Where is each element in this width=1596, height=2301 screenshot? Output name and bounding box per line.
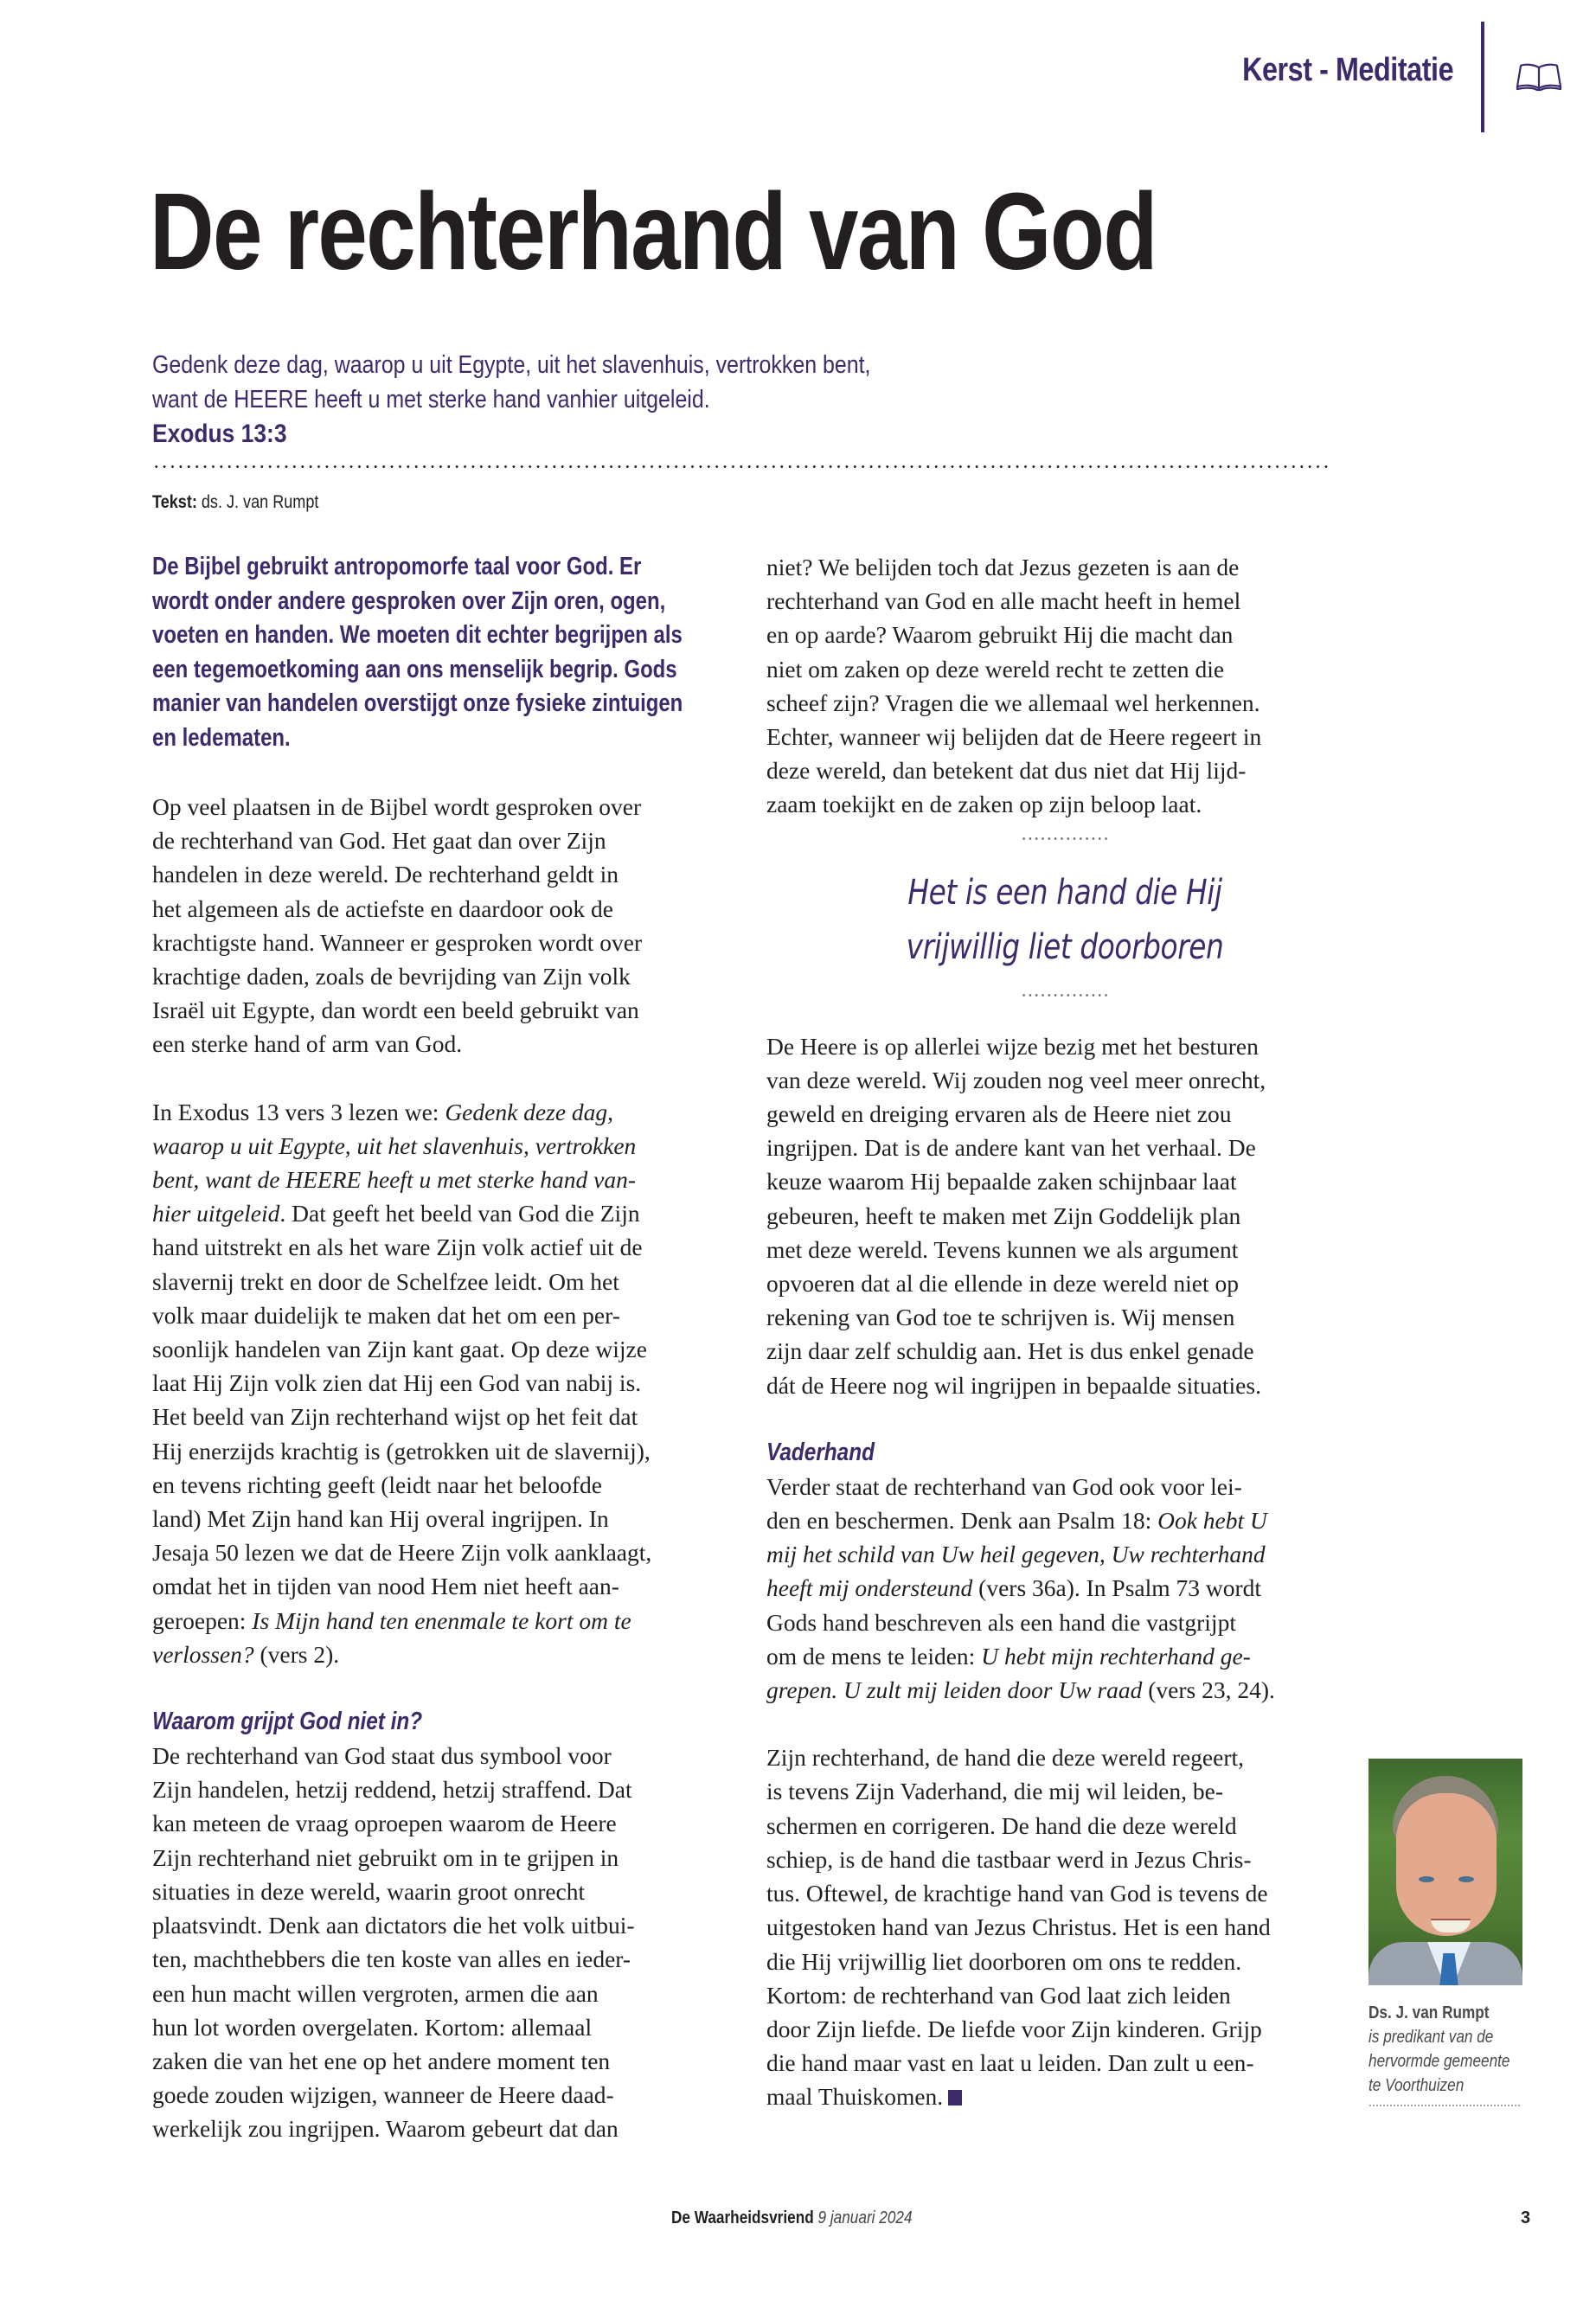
author-description-line: is predikant van de <box>1368 2028 1494 2047</box>
text-line: niet om zaken op deze wereld recht te zetten die <box>766 655 1225 683</box>
dotted-divider <box>152 465 1330 468</box>
text-line: van deze wereld. Wij zouden nog veel meer onrecht, <box>766 1066 1266 1093</box>
scripture-quote <box>152 348 1104 452</box>
author-description-line: te Voorthuizen <box>1368 2076 1465 2095</box>
text-line: Verder staat de rechterhand van God ook voor lei- <box>766 1472 1242 1500</box>
text-line: en tevens richting geeft (leidt naar het beloofde <box>152 1471 602 1498</box>
text-line: keuze waarom Hij bepaalde zaken schijnbaar laat <box>766 1168 1237 1195</box>
text-line <box>766 1571 1363 1605</box>
paragraph <box>152 790 749 1061</box>
text-run: . Dat geeft het beeld van God die Zijn <box>279 1200 640 1227</box>
text-line: die Hij vrijwillig liet doorboren om ons te redden. <box>766 1947 1242 1975</box>
footer-publication <box>671 2208 913 2228</box>
text-line: Gods hand beschreven als een hand die vastgrijpt <box>766 1608 1236 1636</box>
text-line: slavernij trekt en door de Schelfzee leidt. Om het <box>152 1267 619 1295</box>
text-line: land) Met Zijn hand kan Hij overal ingrijpen. In <box>152 1505 609 1533</box>
text-line: opvoeren dat al die ellende in deze wereld niet op <box>766 1270 1239 1298</box>
pull-quote-line: Het is een hand die Hij <box>907 872 1222 913</box>
author-description-line: hervormde gemeente <box>1368 2052 1510 2071</box>
text-line: deze wereld, dan betekent dat dus niet dat Hij lijd- <box>766 757 1247 785</box>
paragraph <box>766 1029 1363 1402</box>
text-line: door Zijn liefde. De liefde voor Zijn kinderen. Grijp <box>766 2015 1262 2042</box>
text-run: In Exodus 13 vers 3 lezen we: <box>152 1098 445 1125</box>
paragraph <box>766 1740 1363 2113</box>
text-line: De rechterhand van God staat dus symbool voor <box>152 1742 612 1770</box>
text-line: Echter, wanneer wij belijden dat de Heere regeert in <box>766 723 1262 751</box>
paragraph <box>766 1470 1363 1707</box>
pull-quote <box>766 837 1363 997</box>
text-line: scheef zijn? Vragen die we allemaal wel herkennen. <box>766 689 1260 716</box>
open-book-icon <box>1516 62 1562 92</box>
text-line: rechterhand van God en alle macht heeft in hemel <box>766 587 1241 615</box>
text-line: volk maar duidelijk te maken dat het om een per- <box>152 1301 620 1329</box>
text-line: Israël uit Egypte, dan wordt een beeld gebruikt van <box>152 997 639 1024</box>
text-line: De Heere is op allerlei wijze bezig met het besturen <box>766 1032 1259 1060</box>
text-line <box>152 1129 749 1163</box>
intro-line: en ledematen. <box>152 723 291 752</box>
text-line <box>766 1639 1363 1673</box>
text-line: werkelijk zou ingrijpen. Waarom gebeurt dat dan <box>152 2115 619 2143</box>
scripture-citation: Gedenk deze dag, <box>445 1098 614 1125</box>
text-line: dát de Heere nog wil ingrijpen in bepaalde situaties. <box>766 1371 1261 1399</box>
text-line: zaam toekijkt en de zaken op zijn beloop laat. <box>766 791 1202 818</box>
text-line: krachtigste hand. Wanneer er gesproken wordt over <box>152 928 643 956</box>
byline-label: Tekst: <box>152 492 197 512</box>
pull-quote-text <box>820 866 1310 975</box>
scripture-citation: waarop u uit Egypte, uit het slavenhuis, vertrokken <box>152 1131 637 1159</box>
section-divider <box>1481 22 1484 132</box>
text-run: geroepen: <box>152 1606 253 1634</box>
page-number: 3 <box>1521 2208 1531 2227</box>
section-label: Kerst - Meditatie <box>1241 52 1453 88</box>
text-line: Op veel plaatsen in de Bijbel wordt gesproken over <box>152 793 642 820</box>
text-line: gebeuren, heeft te maken met Zijn Goddelijk plan <box>766 1202 1241 1229</box>
scripture-line: Gedenk deze dag, waarop u uit Egypte, uit het slavenhuis, vertrokken bent, <box>152 351 871 379</box>
intro-line: De Bijbel gebruikt antropomorfe taal voor God. Er <box>152 553 642 580</box>
paragraph <box>766 550 1363 822</box>
text-line: kan meteen de vraag oproepen waarom de Heere <box>152 1810 617 1837</box>
scripture-citation: Ook hebt U <box>1157 1507 1267 1535</box>
text-line: plaatsvindt. Denk aan dictators die het volk uitbui- <box>152 1912 635 1939</box>
scripture-citation: mij het schild van Uw heil gegeven, Uw rechterhand <box>766 1541 1266 1568</box>
scripture-citation: bent, want de HEERE heeft u met sterke hand van- <box>152 1166 637 1194</box>
byline <box>152 492 318 513</box>
scripture-citation: heeft mij ondersteund <box>766 1574 973 1602</box>
text-line: ingrijpen. Dat is de andere kant van het verhaal. De <box>766 1134 1256 1162</box>
text-line: soonlijk handelen van Zijn kant gaat. Op deze wijze <box>152 1336 647 1363</box>
text-line: schermen en corrigeren. De hand die deze wereld <box>766 1811 1237 1839</box>
text-line: Zijn rechterhand, de hand die deze wereld regeert, <box>766 1744 1245 1772</box>
scripture-citation: U hebt mijn rechterhand ge- <box>981 1642 1251 1670</box>
text-line <box>152 1163 749 1196</box>
text-line <box>152 1095 749 1129</box>
text-line: niet? We belijden toch dat Jezus gezeten is aan de <box>766 554 1240 580</box>
subheading: Waarom grijpt God niet in? <box>152 1708 423 1736</box>
text-line: uitgestoken hand van Jezus Christus. Het is een hand <box>766 1913 1271 1941</box>
text-line: Het beeld van Zijn rechterhand wijst op het feit dat <box>152 1403 638 1431</box>
author-photo <box>1368 1759 1522 1985</box>
text-line <box>152 1604 749 1638</box>
intro-line: een tegemoetkoming aan ons menselijk begrip. Gods <box>152 655 677 683</box>
text-line: een hun macht willen vergroten, armen die aan <box>152 1979 599 2007</box>
text-line: hand uitstrekt en als het ware Zijn volk actief uit de <box>152 1234 643 1261</box>
text-line: krachtige daden, zoals de bevrijding van Zijn volk <box>152 963 631 990</box>
scripture-citation: hier uitgeleid <box>152 1200 280 1227</box>
text-line: het algemeen als de actiefste en daardoor ook de <box>152 894 613 922</box>
author-name: Ds. J. van Rumpt <box>1368 2003 1490 2022</box>
text-run: (vers 2). <box>253 1640 340 1668</box>
text-line <box>766 1537 1363 1571</box>
scripture-citation: verlossen? <box>152 1640 254 1668</box>
text-line: Hij enerzijds krachtig is (getrokken uit de slavernij), <box>152 1437 651 1465</box>
byline-author: ds. J. van Rumpt <box>201 492 319 512</box>
intro-line: wordt onder andere gesproken over Zijn oren, ogen, <box>152 586 666 615</box>
dotted-divider <box>1368 2105 1521 2106</box>
text-line: zijn daar zelf schuldig aan. Het is dus enkel genade <box>766 1337 1254 1365</box>
body-text <box>152 755 749 2146</box>
right-column <box>766 550 1363 2114</box>
text-line: Zijn handelen, hetzij reddend, hetzij straffend. Dat <box>152 1776 632 1804</box>
text-line: ten, machthebbers die ten koste van alles en ieder- <box>152 1945 631 1973</box>
left-column <box>152 550 749 2146</box>
end-of-article-square-icon <box>948 2090 962 2106</box>
text-line: handelen in deze wereld. De rechterhand geldt in <box>152 861 619 888</box>
dotted-divider <box>1021 994 1109 997</box>
scripture-citation: grepen. U zult mij leiden door Uw raad <box>766 1676 1143 1704</box>
paragraph <box>152 1095 749 1671</box>
text-line: rekening van God toe te schrijven is. Wij mensen <box>766 1304 1235 1331</box>
dotted-divider <box>1021 837 1109 840</box>
text-line: laat Hij Zijn volk zien dat Hij een God van nabij is. <box>152 1369 642 1397</box>
text-line: Kortom: de rechterhand van God laat zich leiden <box>766 1981 1231 2009</box>
text-line: goede zouden wijzigen, wanneer de Heere daad- <box>152 2081 614 2109</box>
text-line: een sterke hand of arm van God. <box>152 1030 463 1058</box>
text-line: zaken die van het ene op het andere moment ten <box>152 2047 611 2074</box>
scripture-line: want de HEERE heeft u met sterke hand vanhier uitgeleid. <box>152 386 710 413</box>
text-line: die hand maar vast en laat u leiden. Dan zult u een- <box>766 2049 1254 2077</box>
scripture-reference: Exodus 13:3 <box>152 420 287 448</box>
paragraph <box>152 1739 749 2145</box>
body-text <box>766 550 1363 2114</box>
text-line <box>766 1503 1363 1537</box>
text-line: schiep, is de hand die tastbaar werd in Jezus Chris- <box>766 1845 1252 1873</box>
page-title: De rechterhand van God <box>150 170 1157 292</box>
publication-date: 9 januari 2024 <box>817 2208 913 2227</box>
intro-line: manier van handelen overstijgt onze fysieke zintuigen <box>152 689 683 717</box>
text-line: situaties in deze wereld, waarin groot onrecht <box>152 1877 586 1905</box>
pull-quote-line: vrijwillig liet doorboren <box>906 926 1224 967</box>
text-line: tus. Oftewel, de krachtige hand van God is tevens de <box>766 1880 1268 1907</box>
text-line <box>766 1673 1363 1707</box>
text-line: omdat het in tijden van nood Hem niet heeft aan- <box>152 1573 619 1600</box>
intro-line: voeten en handen. We moeten dit echter begrijpen als <box>152 621 683 649</box>
text-line <box>152 1638 749 1671</box>
text-line: en op aarde? Waarom gebruikt Hij die macht dan <box>766 621 1234 649</box>
text-run: om de mens te leiden: <box>766 1642 982 1670</box>
text-line: met deze wereld. Tevens kunnen we als argument <box>766 1235 1239 1263</box>
text-run: (vers 36a). In Psalm 73 wordt <box>972 1574 1262 1602</box>
publication-name: De Waarheidsvriend <box>671 2208 814 2227</box>
text-run: maal Thuiskomen. <box>766 2083 944 2111</box>
intro-paragraph <box>152 550 727 755</box>
text-line <box>152 1196 749 1230</box>
text-line: geweld en dreiging ervaren als de Heere niet zou <box>766 1100 1232 1128</box>
author-card <box>1368 1759 1531 2106</box>
text-line: is tevens Zijn Vaderhand, die mij wil leiden, be- <box>766 1778 1223 1805</box>
subheading: Vaderhand <box>766 1438 875 1466</box>
text-line <box>766 2080 1363 2113</box>
text-run: den en beschermen. Denk aan Psalm 18: <box>766 1507 1158 1535</box>
text-run: (vers 23, 24). <box>1142 1676 1275 1704</box>
text-line: de rechterhand van God. Het gaat dan over Zijn <box>152 827 606 855</box>
text-line: Jesaja 50 lezen we dat de Heere Zijn volk aanklaagt, <box>152 1539 652 1567</box>
scripture-citation: Is Mijn hand ten enenmale te kort om te <box>252 1606 631 1634</box>
text-line: hun lot worden overgelaten. Kortom: allemaal <box>152 2013 593 2041</box>
text-line: Zijn rechterhand niet gebruikt om in te grijpen in <box>152 1843 619 1871</box>
